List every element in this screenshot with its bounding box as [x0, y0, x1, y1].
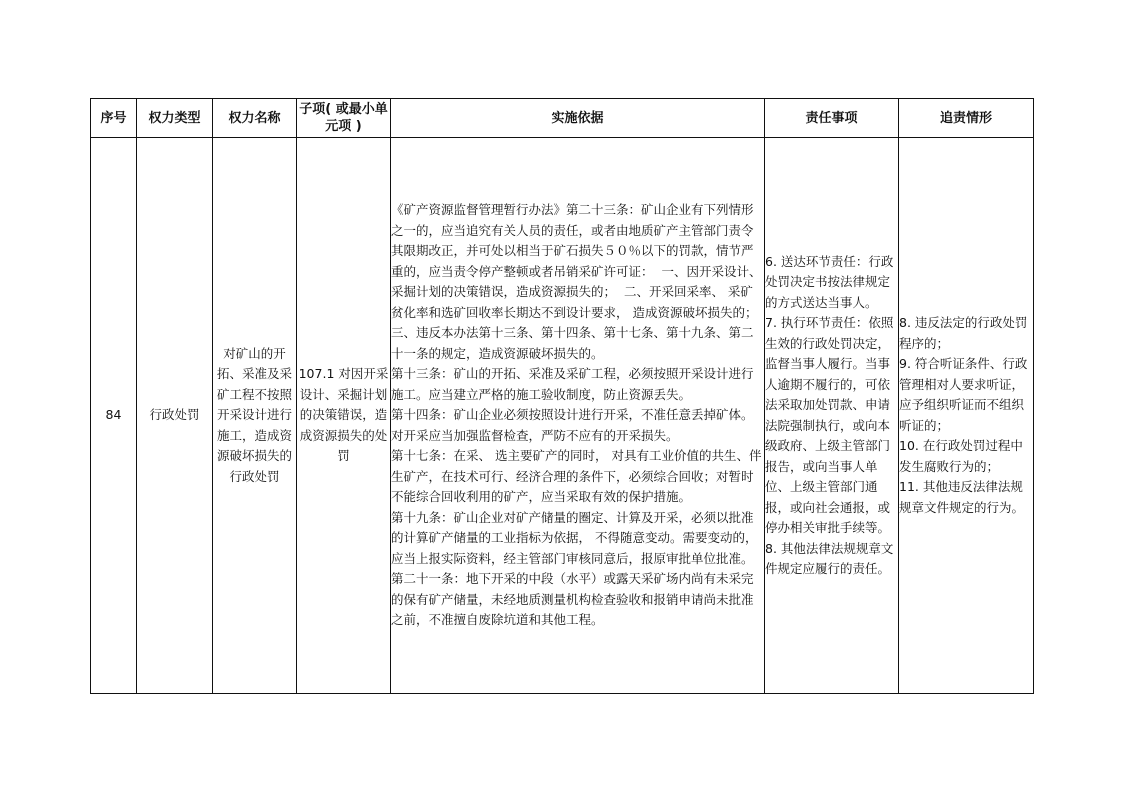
power-list-table [90, 98, 1034, 694]
cell-type: 行政处罚 [137, 138, 213, 694]
header-name: 权力名称 [213, 99, 297, 138]
duty-item: 8. 其他法律法规规章文件规定应履行的责任。 [765, 540, 894, 576]
basis-paragraph: 第十九条：矿山企业对矿产储量的圈定、计算及开采，必须以批准的计算矿产储量的工业指标为依据， 不得随意变动。需要变动的，应当上报实际资料，经主管部门审核同意后，报原审批单位批准。 [391, 509, 758, 566]
basis-paragraph: 第二十一条：地下开采的中段（水平）或露天采矿场内尚有未采完的保有矿产储量，未经地质测量机构检查验收和报销申请尚未批准之前，不准擅自废除坑道和其他工程。 [391, 571, 754, 628]
basis-paragraph: 第十四条：矿山企业必须按照设计进行开采，不准任意丢掉矿体。对开采应当加强监督检查，严防不应有的开采损失。 [391, 407, 754, 443]
duty-item: 7. 执行环节责任：依照生效的行政处罚决定，监督当事人履行。当事人逾期不履行的，可依法采取加处罚款、申请法院强制执行，或向本级政府、上级主管部门报告，或向当事人单位、上级主管部门通报，或向社会通报，或停办相关审批手续等。 [765, 315, 894, 535]
accountability-item: 9. 符合听证条件、行政管理相对人要求听证，应予组织听证而不组织听证的； [899, 356, 1028, 433]
cell-duty [765, 138, 899, 694]
basis-paragraph: 《矿产资源监督管理暂行办法》第二十三条：矿山企业有下列情形之一的，应当追究有关人员的责任，或者由地质矿产主管部门责令其限期改正，并可处以相当于矿石损失５０％以下的罚款，情节严重的，应当责令停产整顿或者吊销采矿许可证： 一、因开采设计、采掘计划的决策错误，造成资源损失的； 二、开采回采率、 采矿贫化率和选矿回收率长期达不到设计要求， 造成资源破坏损失的； 三、违反本办法第十三条、第十四条、第十七条、第十九条、第二十一条的规定，造成资源破坏损失的。 [391, 202, 766, 361]
cell-sub-item: 107.1 对因开采设计、采掘计划的决策错误，造成资源损失的处罚 [297, 138, 391, 694]
basis-paragraph: 第十三条：矿山的开拓、采准及采矿工程，必须按照开采设计进行施工。应当建立严格的施工验收制度，防止资源丢失。 [391, 366, 754, 402]
header-type: 权力类型 [137, 99, 213, 138]
cell-basis [391, 138, 765, 694]
accountability-item: 10. 在行政处罚过程中发生腐败行为的； [899, 438, 1023, 474]
cell-name: 对矿山的开拓、采准及采矿工程不按照开采设计进行施工，造成资源破坏损失的行政处罚 [213, 138, 297, 694]
duty-item: 6. 送达环节责任：行政处罚决定书按法律规定的方式送达当事人。 [765, 253, 894, 310]
table-row [91, 138, 1034, 694]
cell-accountability [899, 138, 1034, 694]
header-duty: 责任事项 [765, 99, 899, 138]
header-accountability: 追责情形 [899, 99, 1034, 138]
header-sub-item: 子项( 或最小单元项 ) [297, 99, 391, 138]
accountability-item: 11. 其他违反法律法规规章文件规定的行为。 [899, 479, 1025, 515]
basis-paragraph: 第十七条：在采、 选主要矿产的同时， 对具有工业价值的共生、伴生矿产，在技术可行、经济合理的条件下，必须综合回收；对暂时不能综合回收利用的矿产，应当采取有效的保护措施。 [391, 448, 762, 505]
accountability-item: 8. 违反法定的行政处罚程序的； [899, 315, 1028, 351]
header-basis: 实施依据 [391, 99, 765, 138]
header-row [91, 99, 1034, 138]
cell-seq: 84 [91, 138, 137, 694]
header-seq: 序号 [91, 99, 137, 138]
